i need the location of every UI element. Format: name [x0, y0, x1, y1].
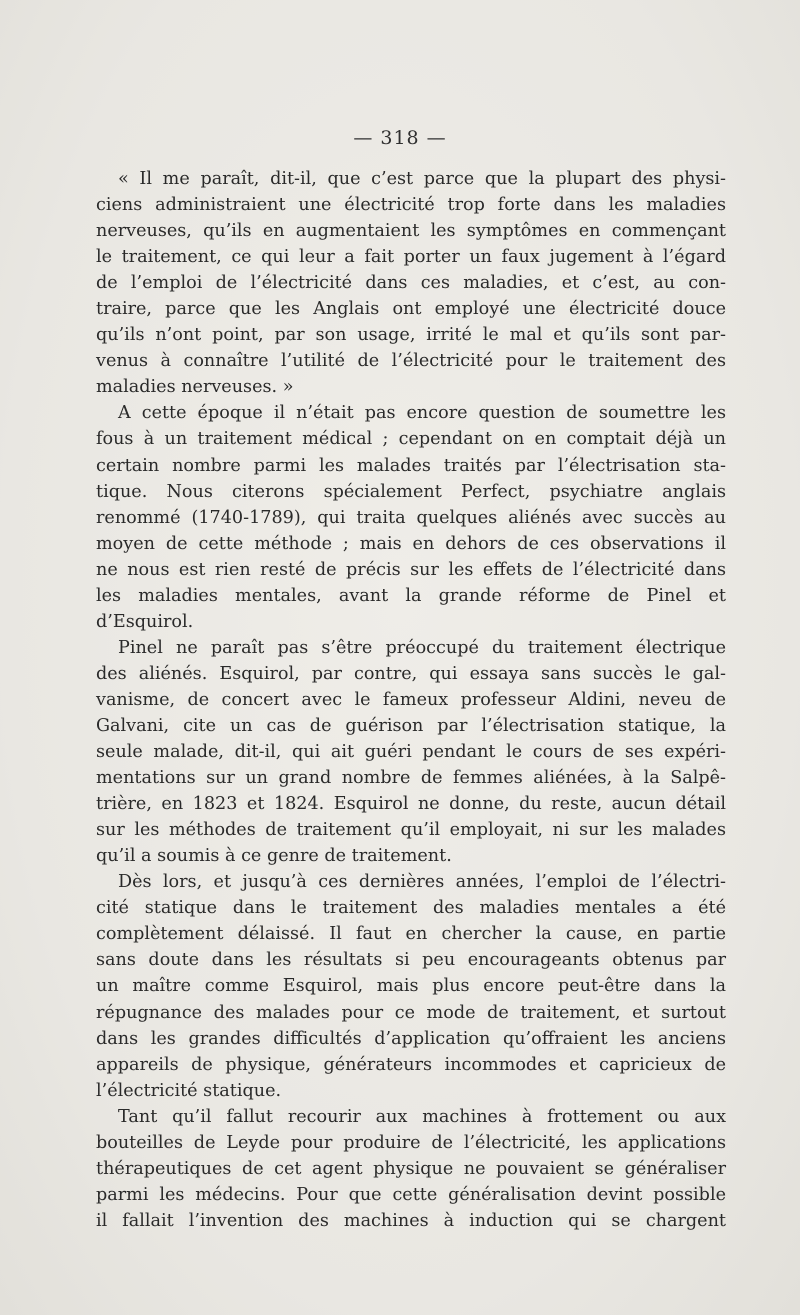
text-line: tique. Nous citerons spécialement Perfect, psychiatre anglais	[96, 481, 726, 502]
text-line: parmi les médecins. Pour que cette généralisation devint possible	[96, 1184, 726, 1205]
body-text	[96, 166, 726, 1234]
text-line: bouteilles de Leyde pour produire de l’électricité, les applications	[96, 1132, 726, 1153]
text-line: qu’il a soumis à ce genre de traitement.	[96, 846, 452, 867]
text-line: thérapeutiques de cet agent physique ne pouvaient se généraliser	[96, 1158, 726, 1179]
text-line: l’électricité statique.	[96, 1080, 282, 1101]
text-line: nerveuses, qu’ils en augmentaient les symptômes en commençant	[96, 221, 726, 242]
text-line: le traitement, ce qui leur a fait porter un faux jugement à l’égard	[96, 247, 726, 268]
text-line: sur les méthodes de traitement qu’il employait, ni sur les malades	[96, 820, 726, 841]
text-line: Dès lors, et jusqu’à ces dernières années, l’emploi de l’électri-	[118, 872, 726, 893]
paragraph-pinel	[96, 635, 726, 869]
text-line: de l’emploi de l’électricité dans ces maladies, et c’est, au con-	[96, 273, 726, 294]
text-line: moyen de cette méthode ; mais en dehors de ces observations il	[96, 533, 726, 554]
text-line: ciens administraient une électricité trop forte dans les maladies	[96, 195, 726, 216]
text-line: fous à un traitement médical ; cependant on en comptait déjà un	[96, 429, 726, 450]
text-line: seule malade, dit-il, qui ait guéri pendant le cours de ses expéri-	[96, 742, 726, 763]
text-line: il fallait l’invention des machines à induction qui se chargent	[96, 1210, 726, 1231]
text-line: certain nombre parmi les malades traités par l’électrisation sta-	[96, 455, 726, 476]
text-line: traire, parce que les Anglais ont employé une électricité douce	[96, 299, 726, 320]
text-line: cité statique dans le traitement des maladies mentales a été	[96, 898, 726, 919]
text-line: A cette époque il n’était pas encore question de soumettre les	[118, 403, 726, 424]
text-line: venus à connaître l’utilité de l’électricité pour le traitement des	[96, 351, 726, 372]
text-line: Galvani, cite un cas de guérison par l’électrisation statique, la	[96, 715, 726, 736]
page-number: — 318 —	[353, 127, 447, 149]
text-line: mentations sur un grand nombre de femmes aliénées, à la Salpê-	[96, 768, 726, 789]
paragraph-tant	[96, 1104, 726, 1234]
text-line: un maître comme Esquirol, mais plus encore peut-être dans la	[96, 976, 726, 997]
text-line: Tant qu’il fallut recourir aux machines à frottement ou aux	[118, 1106, 726, 1127]
text-line: appareils de physique, générateurs incommodes et capricieux de	[96, 1054, 726, 1075]
text-line: les maladies mentales, avant la grande réforme de Pinel et	[96, 585, 726, 606]
text-line: vanisme, de concert avec le fameux professeur Aldini, neveu de	[96, 689, 726, 710]
text-line: qu’ils n’ont point, par son usage, irrité le mal et qu’ils sont par-	[96, 325, 726, 346]
text-line: ne nous est rien resté de précis sur les effets de l’électricité dans	[96, 559, 726, 580]
text-line: renommé (1740-1789), qui traita quelques aliénés avec succès au	[96, 507, 726, 528]
text-line: « Il me paraît, dit-il, que c’est parce que la plupart des physi-	[118, 169, 726, 189]
text-line: d’Esquirol.	[96, 611, 194, 632]
text-line: complètement délaissé. Il faut en chercher la cause, en partie	[96, 924, 726, 945]
paragraph-des-lors	[96, 869, 726, 1103]
text-line: dans les grandes difficultés d’application qu’offraient les anciens	[96, 1028, 726, 1049]
text-line: des aliénés. Esquirol, par contre, qui essaya sans succès le gal-	[96, 663, 726, 684]
paragraph-quote	[96, 166, 726, 400]
text-line: Pinel ne paraît pas s’être préoccupé du traitement électrique	[118, 637, 726, 658]
text-line: sans doute dans les résultats si peu encourageants obtenus par	[96, 950, 726, 971]
text-line: répugnance des malades pour ce mode de traitement, et surtout	[96, 1002, 726, 1023]
text-line: maladies nerveuses. »	[96, 377, 294, 398]
paragraph-epoque	[96, 400, 726, 634]
text-line: trière, en 1823 et 1824. Esquirol ne donne, du reste, aucun détail	[96, 794, 726, 815]
